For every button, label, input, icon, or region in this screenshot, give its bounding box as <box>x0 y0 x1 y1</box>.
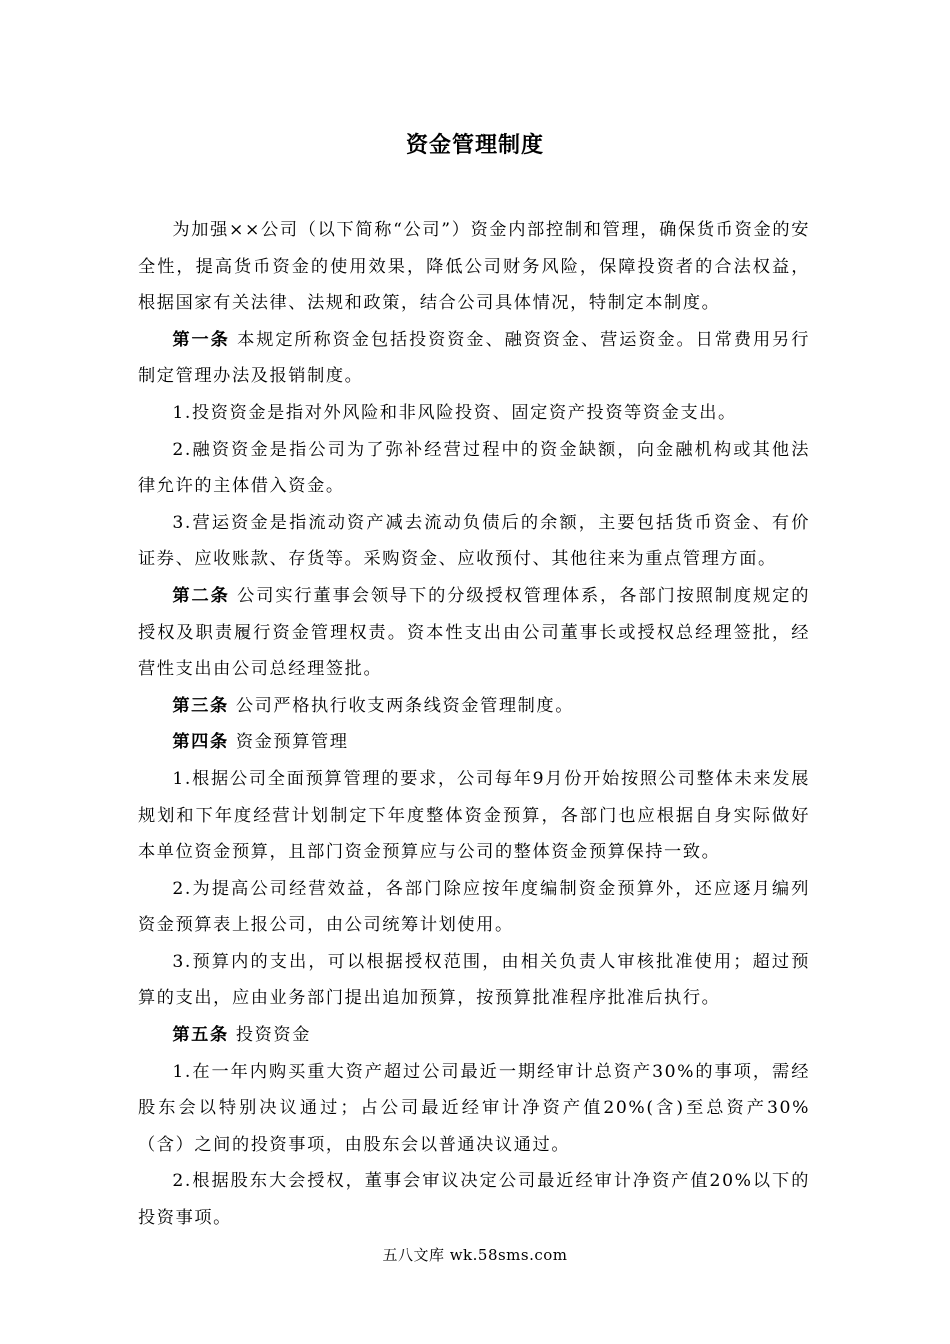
article-3-text: 公司严格执行收支两条线资金管理制度。 <box>228 695 575 716</box>
article-4-heading: 第四条 <box>172 732 229 753</box>
document-body <box>138 212 810 1237</box>
article-1-text: 本规定所称资金包括投资资金、融资资金、营运资金。日常费用另行制定管理办法及报销制度。 <box>138 329 810 387</box>
article-5-item-1: 1.在一年内购买重大资产超过公司最近一期经审计总资产30%的事项，需经股东会以特别决议通过；占公司最近经审计净资产值20%(含)至总资产30%（含）之间的投资事项，由股东会以普通决议通过。 <box>138 1061 810 1155</box>
footer-watermark: 五八文库 wk.58sms.com <box>382 1246 568 1264</box>
article-3 <box>138 688 810 725</box>
article-5-item-2: 2.根据股东大会授权，董事会审议决定公司最近经审计净资产值20%以下的投资事项。 <box>138 1171 810 1229</box>
article-5 <box>138 1017 810 1054</box>
article-4-text: 资金预算管理 <box>228 732 349 753</box>
article-4 <box>138 724 810 761</box>
intro-paragraph: 为加强××公司（以下简称“公司”）资金内部控制和管理，确保货币资金的安全性，提高货币资金的使用效果，降低公司财务风险，保障投资者的合法权益，根据国家有关法律、法规和政策，结合公司具体情况，特制定本制度。 <box>138 220 810 314</box>
article-1-item-3: 3.营运资金是指流动资产减去流动负债后的余额，主要包括货币资金、有价证券、应收账款、存货等。采购资金、应收预付、其他往来为重点管理方面。 <box>138 512 810 570</box>
article-4-item-2: 2.为提高公司经营效益，各部门除应按年度编制资金预算外，还应逐月编列资金预算表上报公司，由公司统筹计划使用。 <box>138 878 810 936</box>
document-title: 资金管理制度 <box>405 133 544 158</box>
article-2-heading: 第二条 <box>172 585 230 606</box>
article-1-item-2: 2.融资资金是指公司为了弥补经营过程中的资金缺额，向金融机构或其他法律允许的主体借入资金。 <box>138 439 810 497</box>
article-2-text: 公司实行董事会领导下的分级授权管理体系，各部门按照制度规定的授权及职责履行资金管理权责。资本性支出由公司董事长或授权总经理签批，经营性支出由公司总经理签批。 <box>138 585 810 680</box>
article-4-item-1: 1.根据公司全面预算管理的要求，公司每年9月份开始按照公司整体未来发展规划和下年度经营计划制定下年度整体资金预算，各部门也应根据自身实际做好本单位资金预算，且部门资金预算应与公司的整体资金预算保持一致。 <box>138 768 810 863</box>
article-2 <box>138 578 810 688</box>
article-4-item-3: 3.预算内的支出，可以根据授权范围，由相关负责人审核批准使用；超过预算的支出，应由业务部门提出追加预算，按预算批准程序批准后执行。 <box>138 951 810 1009</box>
article-5-heading: 第五条 <box>172 1025 229 1046</box>
article-3-heading: 第三条 <box>172 695 229 716</box>
article-1 <box>138 322 810 395</box>
article-1-item-1: 1.投资资金是指对外风险和非风险投资、固定资产投资等资金支出。 <box>172 402 737 423</box>
article-5-text: 投资资金 <box>228 1025 311 1046</box>
article-1-heading: 第一条 <box>172 329 230 350</box>
